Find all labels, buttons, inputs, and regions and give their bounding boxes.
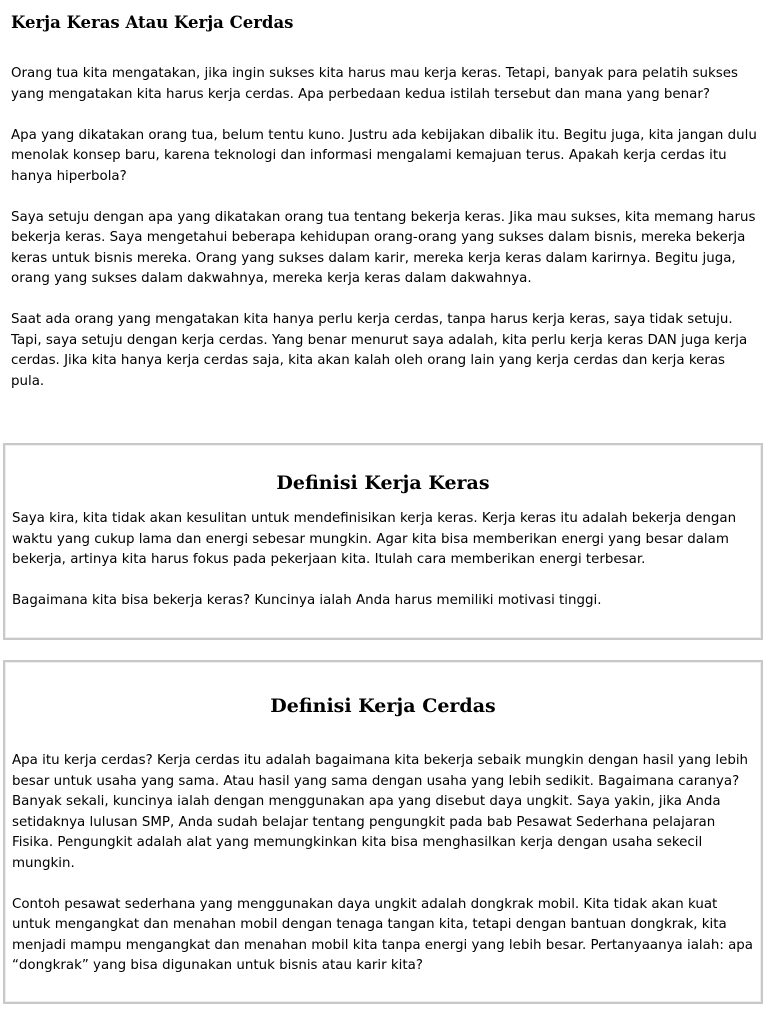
hard-work-paragraph: Saya kira, kita tidak akan kesulitan untuk mendefinisikan kerja keras. Kerja keras itu adalah bekerja dengan waktu yang cukup lama dan energi sebesar mungkin. Agar kita bisa memberikan energi yang besar dalam bekerja, artinya kita harus fokus pada pekerjaan kita. Itulah cara memberikan energi terbesar. bbox=[12, 511, 737, 567]
hard-work-section bbox=[3, 443, 763, 640]
smart-work-section bbox=[3, 660, 763, 1004]
smart-work-heading: Definisi Kerja Cerdas bbox=[270, 695, 496, 717]
intro-paragraph: Orang tua kita mengatakan, jika ingin sukses kita harus mau kerja keras. Tetapi, banyak para pelatih sukses yang mengatakan kita harus kerja cerdas. Apa perbedaan kedua istilah tersebut dan mana yang benar? bbox=[11, 66, 738, 102]
smart-work-body bbox=[5, 751, 761, 977]
document-title: Kerja Keras Atau Kerja Cerdas bbox=[11, 13, 294, 32]
hard-work-paragraph: Bagaimana kita bisa bekerja keras? Kuncinya ialah Anda harus memiliki motivasi tinggi. bbox=[12, 593, 602, 608]
hard-work-body bbox=[5, 509, 761, 612]
smart-work-paragraph: Contoh pesawat sederhana yang menggunakan daya ungkit adalah dongkrak mobil. Kita tidak akan kuat untuk mengangkat dan menahan mobil dengan tenaga tangan kita, tetapi dengan bantuan dongkrak, kita menjadi mampu mengangkat dan menahan mobil kita tanpa energi yang lebih besar. Pertanyaanya ialah: apa “dongkrak” yang bisa digunakan untuk bisnis atau karir kita? bbox=[12, 896, 754, 973]
intro-paragraph: Apa yang dikatakan orang tua, belum tentu kuno. Justru ada kebijakan dibalik itu. Begitu juga, kita jangan dulu menolak konsep baru, karena teknologi dan informasi mengalami kemajuan terus. Apakah kerja cerdas itu hanya hiperbola? bbox=[11, 127, 757, 184]
intro-section bbox=[11, 64, 759, 413]
smart-work-paragraph: Apa itu kerja cerdas? Kerja cerdas itu adalah bagaimana kita bekerja sebaik mungkin dengan hasil yang lebih besar untuk usaha yang sama. Atau hasil yang sama dengan usaha yang lebih sedikit. Bagaimana caranya? Banyak sekali, kuncinya ialah dengan menggunakan apa yang disebut daya ungkit. Saya yakin, jika Anda setidaknya lulusan SMP, Anda sudah belajar tentang pengungkit pada bab Pesawat Sederhana pelajaran Fisika. Pengungkit adalah alat yang memungkinkan kita bisa menghasilkan kerja dengan usaha sekecil mungkin. bbox=[12, 753, 749, 871]
intro-paragraph: Saya setuju dengan apa yang dikatakan orang tua tentang bekerja keras. Jika mau sukses, kita memang harus bekerja keras. Saya mengetahui beberapa kehidupan orang-orang yang sukses dalam bisnis, mereka bekerja keras untuk bisnis mereka. Orang yang sukses dalam karir, mereka kerja keras dalam karirnya. Begitu juga, orang yang sukses dalam dakwahnya, mereka kerja keras dalam dakwahnya. bbox=[11, 209, 756, 286]
intro-paragraph: Saat ada orang yang mengatakan kita hanya perlu kerja cerdas, tanpa harus kerja keras, saya tidak setuju. Tapi, saya setuju dengan kerja cerdas. Yang benar menurut saya adalah, kita perlu kerja keras DAN juga kerja cerdas. Jika kita hanya kerja cerdas saja, kita akan kalah oleh orang lain yang kerja cerdas dan kerja keras pula. bbox=[11, 312, 748, 389]
hard-work-heading: Definisi Kerja Keras bbox=[276, 472, 490, 494]
